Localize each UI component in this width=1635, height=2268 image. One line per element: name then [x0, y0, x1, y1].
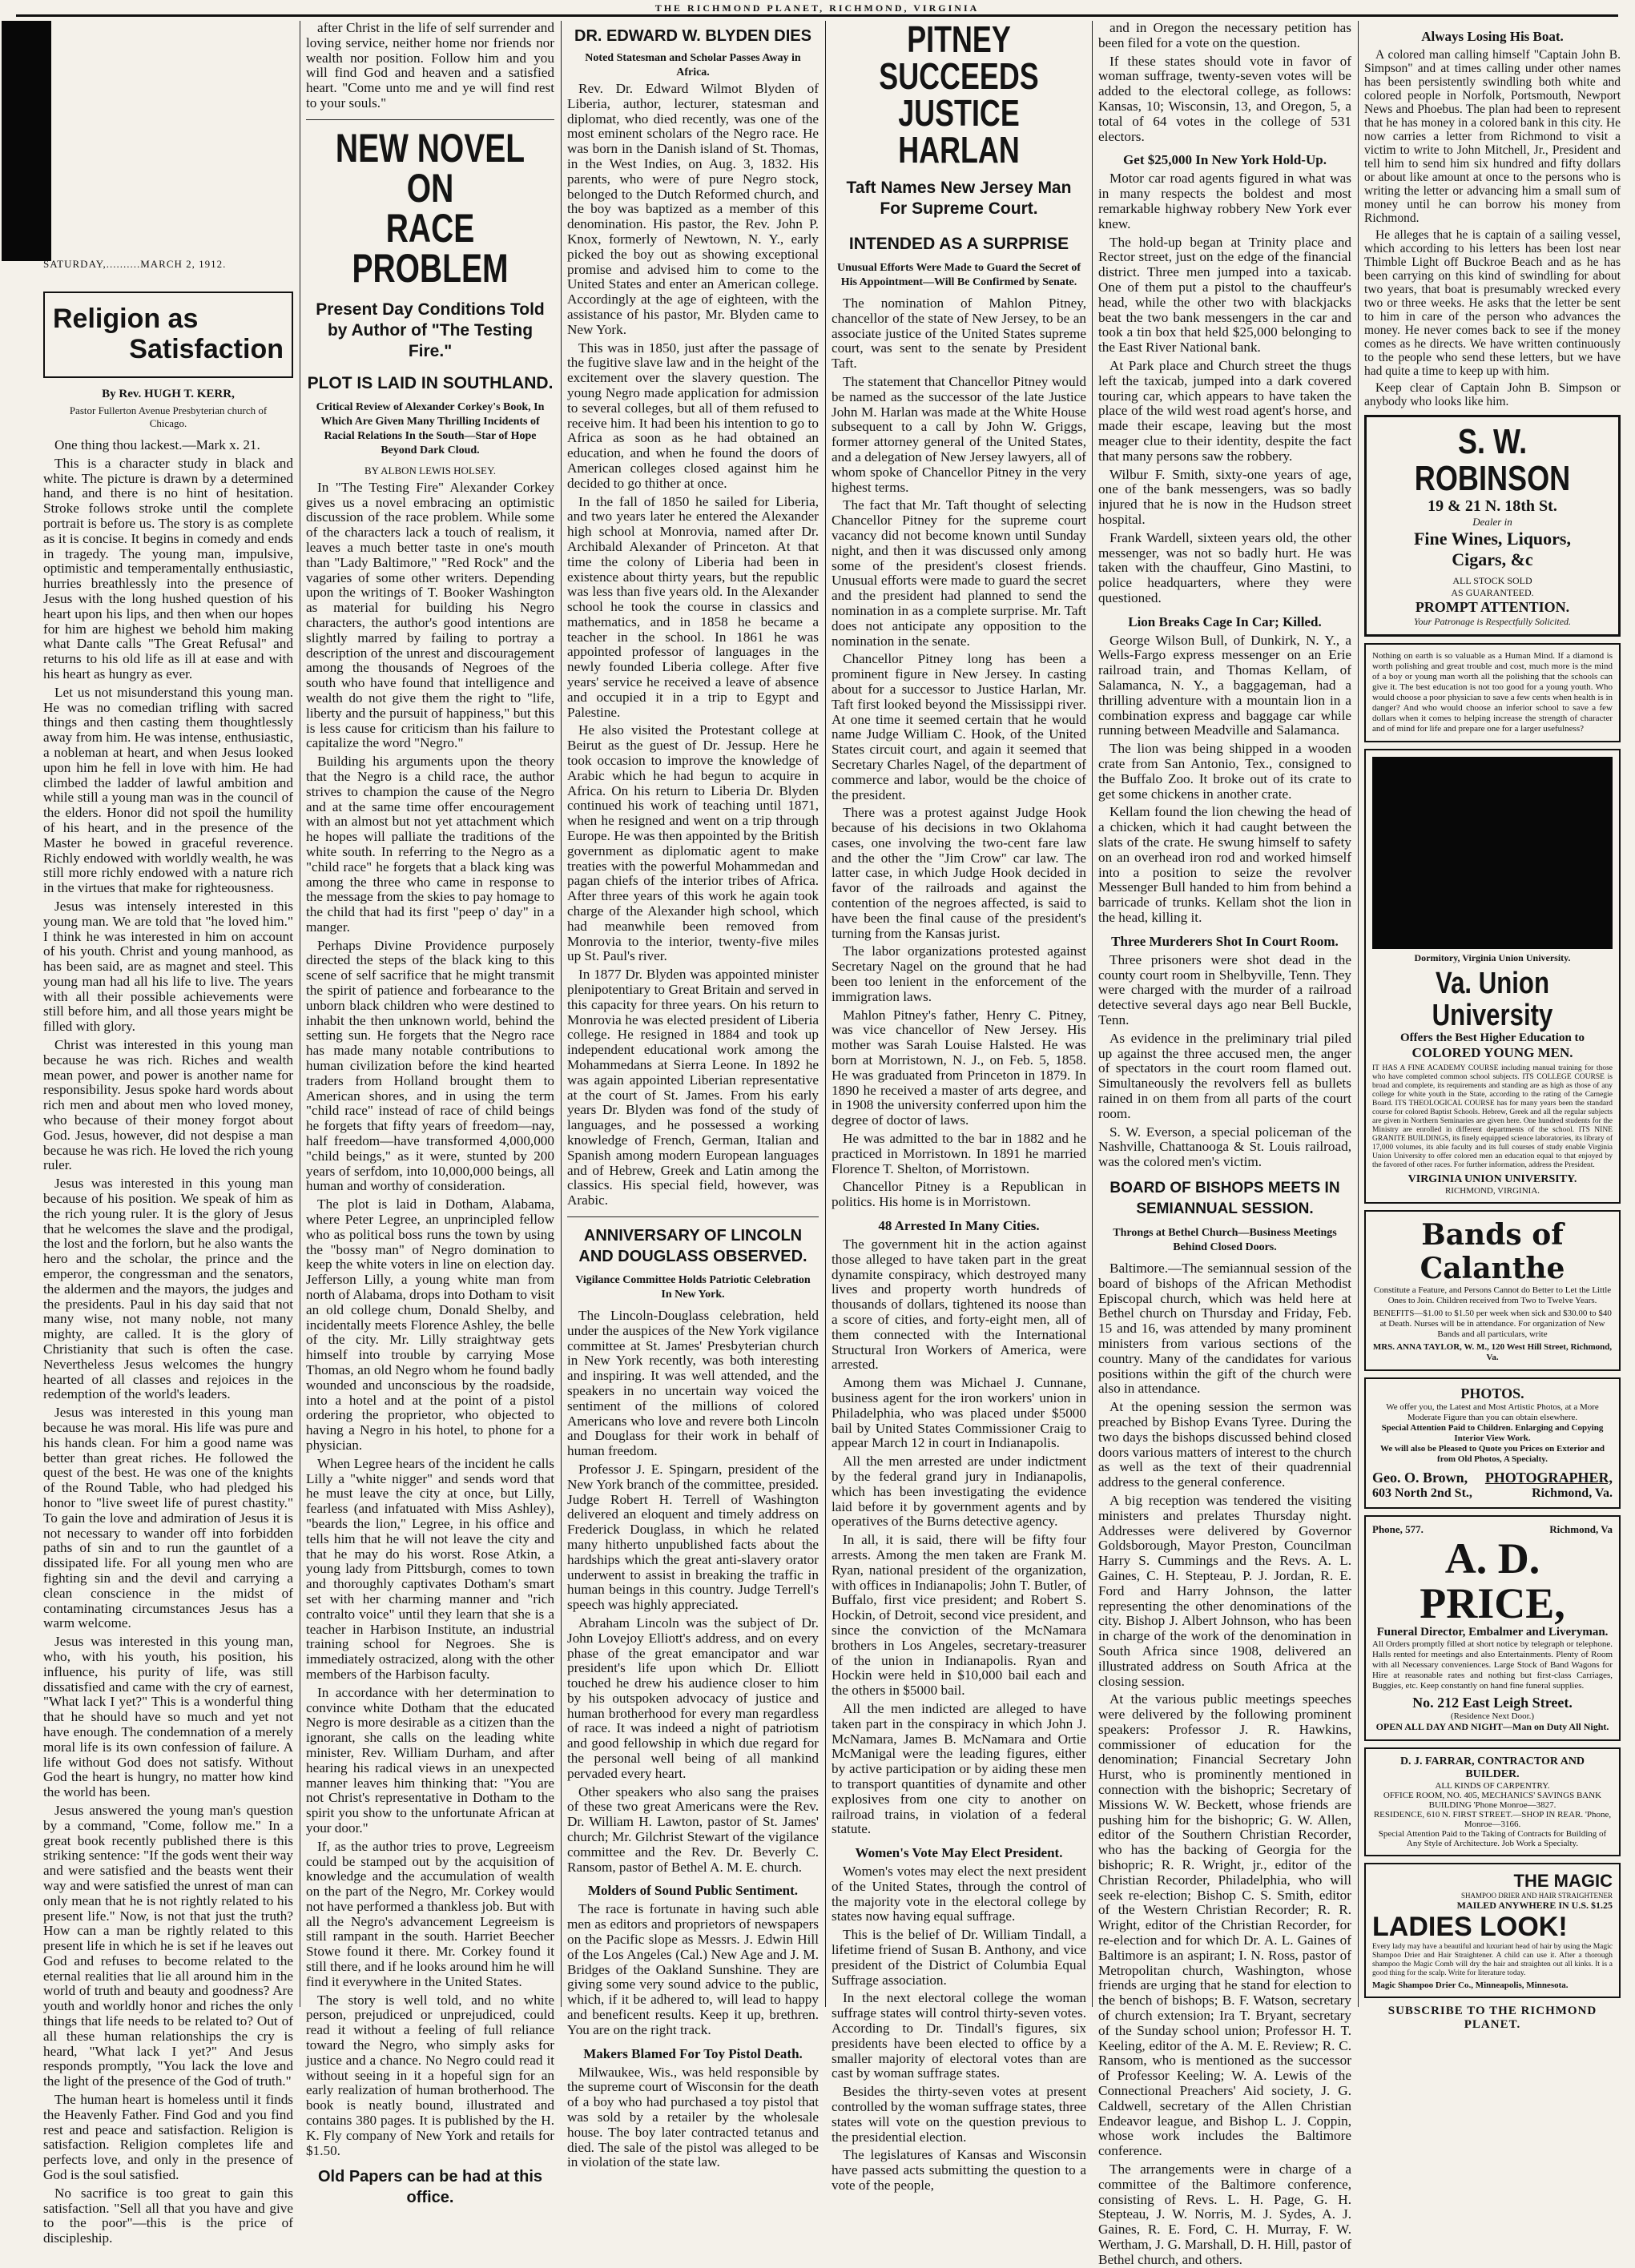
headline: Makers Blamed For Toy Pistol Death.	[583, 2045, 803, 2061]
paragraph: Three prisoners were shot dead in the county court room in Shelbyville, Tenn. They were charged with the murder of a railroad detective several days ago near Bell Buckle, Tenn.	[1098, 951, 1351, 1028]
religion-headline-box	[43, 292, 293, 378]
ad-text: Geo. O. Brown,	[1372, 1470, 1468, 1486]
paragraph: The lion was being shipped in a wooden crate from San Antonio, Tex., consigned to the Buffalo Zoo. It broke out of its crate to get some chickens in another crate.	[1098, 741, 1351, 802]
paragraph: The race is fortunate in having such able men as editors and proprietors of newspapers on the Pacific slope as Messrs. J. Edwin Hill of the Los Angeles (Cal.) New Age and J. M. Bridges of the Oakland Sunshine. They are giving some very sound advice to the public, which, if it be adhered to, will lead to happy and beneficent results. Keep it up, brethren. You are on the right track.	[567, 1901, 819, 2037]
paragraph: Jesus was interested in this young man because of his position. We speak of him as the rich young ruler. It is the glory of Jesus that he welcomes the slave and the prodigal, the lost and the forlorn, but he also wants the hero and the scholar, the prince and the emperor, the congressman and the senators, the aldermen and the mayors, the judges and the presidents. Paul in his day said that not many wise, not many noble, not many mighty, are called. It is the glory of Christianity that such is often the case. Nevertheless Jesus welcomes the hungry hearted of all classes and rejoices in the redemption of the world's leaders.	[43, 1176, 293, 1402]
paragraph: Other speakers who also sang the praises of these two great Americans were the Rev. Dr. William H. Lawton, pastor of St. James' church; Mr. Gilchrist Stewart of the vigilance committee and the Rev. Dr. Beverly C. Ransom, pastor of Bethel A. M. E. church.	[567, 1783, 819, 1875]
ad-text: Richmond, Va	[1549, 1523, 1613, 1535]
deck: INTENDED AS A SURPRISE	[848, 235, 1069, 253]
paragraph: If these states should vote in favor of woman suffrage, twenty-seven votes will be added to the electoral college, as follows: Kansas, 10; Wisconsin, 13, and Oregon, 5, a total of 64 votes in the college of 531 electors.	[1098, 53, 1351, 144]
paragraph: When Legree hears of the incident he calls Lilly a "white nigger" and sends word that he must leave the city at once, but Lilly, fearless (and infatuated with Miss Ashley), "beards the lion," Legree, in his office and tells him that he will not leave the city and that he may do his worst. Rose Atkin, a young lady from Pittsburgh, comes to town and thoroughly captivates Dotham's smart set with her charming manner and "rich contralto voice" until they learn that she is a teacher in Harbison Institute, an industrial training school for Negroes. She is immediately ostracized, along with the other members of the Harbison faculty.	[306, 1455, 554, 1682]
ad-text: Nothing on earth is so valuable as a Human Mind. If a diamond is worth polishing and great trouble and cost, much more is the mind of a boy or young man worth all the polishing that the schools can give it. The best education is not too good for a young youth. Who would choose a poor physician to save a few cents when health is in danger? And who would choose an inferior school to save a few dollars when it comes to helping increase the strength of character and of mind for life and prepare one for a larger usefulness?	[1372, 651, 1613, 734]
headline: Lion Breaks Cage In Car; Killed.	[1128, 613, 1322, 629]
paragraph: Jesus was interested in this young man because he was moral. His life was pure and his hands clean. For him a good name was better than great riches. He followed the quest of the best. He was one of the knights of the Round Table, who had pledged his honor to "live sweet life of purest chastity." To gain the love and admiration of Jesus it is not necessary to wander off into forbidden paths of sin and to run the gauntlet of a dissipated life. For all young men who are fighting sin and the devil and carrying a clean conscience in the midst of contaminating circumstances Jesus has a warm welcome.	[43, 1405, 293, 1631]
ad-text: Constitute a Feature, and Persons Cannot do Better to Let the Little Ones to Join. Children received from Two to Twelve Years.	[1373, 1285, 1612, 1305]
ad-text: Offers the Best Higher Education to	[1399, 1031, 1585, 1044]
paragraph: In the fall of 1850 he sailed for Liberia, and two years later he entered the Alexander high school at Monrovia, named after Dr. Archibald Alexander of Princeton. At that time the colony of Liberia had been in existence about thirty years, but the republic was less than five years old. In the Alexander school he took the course in classics and mathematics, and in 1858 he became a teacher in the school. In 1861 he was appointed professor of languages in the newly founded Liberia college. After five years' service he received a leave of absence and occupied it in a trip to Egypt and Palestine.	[567, 493, 819, 720]
paragraph: If, as the author tries to prove, Legreeism could be stamped out by the acquisition of knowledge and the accumulation of wealth on the part of the Negro, Mr. Corkey would not have performed a thankless job. But with all the Negro's advancement Legreeism is still rampant in the south. Harriet Beecher Stowe found it there. Mr. Corkey found it still there, and if he looks around him he will find it everywhere in the United States.	[306, 1838, 554, 1989]
paragraph: The Lincoln-Douglass celebration, held under the auspices of the New York vigilance committee at St. James' Presbyterian church in New York recently, was both interesting and inspiring. It was well attended, and the speakers in no uncertain way voiced the sentiment of the millions of colored Americans who love and revere both Lincoln and Douglass for their work in behalf of human freedom.	[567, 1307, 819, 1459]
deck: Throngs at Bethel Church—Business Meetings Behind Closed Doors.	[1113, 1226, 1337, 1253]
deck: Unusual Efforts Were Made to Guard the Secret of His Appointment—Will Be Confirmed by Senate.	[836, 262, 1081, 288]
paragraph: In "The Testing Fire" Alexander Corkey gives us a novel embracing an optimistic discussion of the race problem. While some of the characters lack a touch of realism, it leaves a much better taste in one's mouth than "Lady Baltimore," "Red Rock" and the vagaries of some other writers. Depending upon the writings of T. Booker Washington as material for building his Negro characters, the author's good intentions are slightly marred by failing to portray a description of the unrest and discouragement among the thousands of Negroes of the south who have found that intelligence and wealth do not give them the right to "life, liberty and the pursuit of happiness," but this is less cause for criticism than his failure to capitalize the word "Negro."	[306, 479, 554, 751]
paragraph: In the next electoral college the woman suffrage states will control thirty-seven votes. According to Dr. Tindall's figures, six presidents have been elected to office by a smaller majority of electoral votes than are cast by woman suffrage states.	[832, 1990, 1086, 2081]
ad-text: IT HAS A FINE ACADEMY COURSE including manual training for those who have completed common school subjects. ITS COLLEGE COURSE is broad and complete, its requirements and standing are as high as those of any college for white youth in the State, according to the rating of the Carnegie Board. ITS THEOLOGICAL COURSE has for many years been the standard course for colored Baptist Schools. Hebrew, Greek and all the regular subjects are given in Northern Seminaries are given here. One hundred students for the Ministry are enrolled in different departments of the school. ITS NINE GRANITE BUILDINGS, its finely equipped science laboratories, its library of 17,000 volumes, its able faculty and its full courses of study enable Virginia Union University to offer colored men an education equal to that enjoyed by the favored of other races. For further information, address the President.	[1372, 1064, 1613, 1169]
paragraph: No sacrifice is too great to gain this satisfaction. "Sell all that you have and give to the poor"—this is the price of discipleship.	[43, 2185, 293, 2246]
paragraph: George Wilson Bull, of Dunkirk, N. Y., a Wells-Fargo express messenger on an Erie railroad train, and Thomas Kellam, of Salamanca, N. Y., a baggageman, had a thrilling adventure with a mountain lion in a combination express and baggage car while running between Meadville and Salamanca.	[1098, 632, 1351, 738]
paragraph: He alleges that he is captain of a sailing vessel, which according to his letters has been lost near Thimble Light off Buckroe Beach and as he has been carrying on this kind of swindling for about two years, that boat is presumably wrecked every two or three weeks. He asks that the letter be sent to him in care of the person who advances the money. He never comes back to see if the money comes as he directs. We have written continuously to the people who send these letters, but we have had quite a time to keep up with him.	[1364, 228, 1621, 378]
column-rule	[1092, 21, 1093, 2007]
ad-signature	[1372, 1486, 1613, 1501]
paragraph: There was a protest against Judge Hook because of his decisions in two Oklahoma cases, one involving the two-cent fare law and the other the "Jim Crow" car law. The latter case, in which Judge Hook decided in favor of the railroads and against the contention of the negroes affected, is said to have been the final cause of the president's turning from the Kansas jurist.	[832, 805, 1086, 941]
paragraph: The hold-up began at Trinity place and Rector street, just on the edge of the financial district. Three men jumped into a taxicab. One of them put a pistol to the chauffeur's head, while the other two with blackjacks beat the two bank messengers in the car and took a tin box that held $25,000 belonging to the East River National bank.	[1098, 234, 1351, 356]
paragraph: Rev. Dr. Edward Wilmot Blyden of Liberia, author, lecturer, statesman and diplomat, who died recently, was one of the most eminent scholars of the Negro race. He was born in the Danish island of St. Thomas, in the West Indies, on Aug. 3, 1832. His parents, who were of pure Negro stock, belonged to the Dutch Reformed church, and the boy was baptized as a member of this denomination. His pastor, the Rev. John P. Knox, formerly of Newtown, N. Y., early picked the boy out as showing exceptional promise and advised him to come to the United States and enter an American college. Accordingly at the age of eighteen, with the assistance of his pastor, Mr. Blyden came to New York.	[567, 81, 819, 337]
paragraph: He was admitted to the bar in 1882 and he practiced in Morristown. In 1891 he married Florence T. Shelton, of Morristown.	[832, 1131, 1086, 1176]
ad-text: Special Attention Paid to Children. Enlarging and Copying Interior View Work.	[1381, 1423, 1604, 1443]
masthead-block	[43, 21, 293, 285]
ad-title: THE MAGIC	[1513, 1871, 1613, 1891]
paragraph: This was in 1850, just after the passage of the fugitive slave law and in the height of the excitement over the slavery question. The young Negro made application for admission to several colleges, but all of them refused to receive him. It had been his intention to go to Africa as soon as he had obtained an education, and when he found the doors of American colleges closed against him he decided to go thither at once.	[567, 340, 819, 491]
column-6	[1364, 21, 1621, 2031]
paragraph: The labor organizations protested against Secretary Nagel on the ground that he had been too lenient in the enforcement of the immigration laws.	[832, 943, 1086, 1004]
ad-text: Cigars, &c	[1452, 549, 1533, 569]
ad-title: Va. Union University	[1432, 967, 1553, 1032]
headline: DR. EDWARD W. BLYDEN DIES	[574, 27, 811, 45]
ad-headline: LADIES LOOK!	[1372, 1912, 1568, 1942]
ad-title: Bands of Calanthe	[1420, 1218, 1565, 1285]
headline: NEW NOVEL ON	[335, 125, 526, 211]
paragraph: and in Oregon the necessary petition has been filed for a vote on the question.	[1098, 20, 1351, 50]
masthead: THE RICHMOND PLANET, RICHMOND, VIRGINIA	[16, 3, 1618, 17]
paragraph: A big reception was tendered the visiting ministers and prelates Thursday night. Addresses were delivered by Governor Goldsborough, Mayor Preston, Councilman Harry S. Cummings and the Revs. A. L. Gaines, C. H. Stepteau, P. J. Jordan, R. E. Ford and Harry Johnson, the latter representing the other denominations of the city. Bishop J. Albert Johnson, who has been in charge of the work of the denomination in South Africa since 1908, delivered an illustrated address on South Africa at the closing session.	[1098, 1492, 1351, 1689]
paragraph: In accordance with her determination to convince white Dotham that the educated Negro is more desirable as a citizen than the ignorant, she calls on the leading white minister, Rev. William Durham, and after hearing his radical views in an unexpected manner leaves him thinking that: "You are not Christ's representative in Dotham to the spirit you show to the unfortunate African at your door."	[306, 1684, 554, 1836]
headline: Get $25,000 In New York Hold-Up.	[1123, 152, 1327, 168]
paragraph: Kellam found the lion chewing the head of a chicken, which it had caught between the slats of the crate. He swung himself to safety on an overhead iron rod and worked himself into a position to seize the revolver Messenger Bull handed to him from behind a barricade of trunks. Kellam shot the lion in the head, killing it.	[1098, 804, 1351, 926]
affiliation: Pastor Fullerton Avenue Presbyterian church of Chicago.	[69, 404, 268, 429]
ad-text: MRS. ANNA TAYLOR, W. M., 120 West Hill Street, Richmond, Va.	[1372, 1342, 1613, 1362]
byline: By Rev. HUGH T. KERR,	[102, 388, 235, 400]
paragraph: The human heart is homeless until it finds the Heavenly Father. Find God and you find rest and peace and satisfaction. Religion is satisfaction. Religion completes life and perfects love, and only in the presence of God is the soul satisfied.	[43, 2092, 293, 2183]
paragraph: Christ was interested in this young man because he was rich. Riches and wealth mean power, and power is another name for responsibility. Jesus spoke hard words about rich men and about men who loved money, who because of their money forgot about God. Jesus, however, did not despise a man because he was rich. He loved the rich young ruler.	[43, 1037, 293, 1173]
headline: JUSTICE HARLAN	[898, 92, 1020, 171]
divider	[567, 1216, 819, 1217]
paragraph: At the various public meetings speeches were delivered by the following prominent speakers: Professor J. R. Hawkins, commissioner of education for the denomination; Financial Secretary John Hurst, who is prominently mentioned in connection with the bishopric; Secretary of Missions W. W. Beckett, whose friends are pushing him for the bishopric; G. W. Allen, editor of the Southern Christian Recorder, who has the backing of Georgia for the bishopric; R. R. Wright, jr., editor of the Christian Recorder, Philadelphia, who will seek re-election; Bishop C. S. Smith, editor of the Western Christian Recorder; R. R. Wright, editor of the Christian Recorder, for re-election and for which Dr. A. L. Gaines of Baltimore is an aspirant; I. N. Ross, pastor of Metropolitan church, Washington, whose friends are urging that he stand for election to the bench of bishops; B. F. Watson, secretary of church extension; Ira T. Bryant, secretary of the Sunday school union; Professor H. T. Keeling, editor of the A. M. E. Review; R. C. Ransom, who is mentioned as the successor of Professor Keeling; W. A. Lewis of the Connectional Preachers' Aid society, J. G. Caldwell, secretary of the Allen Christian Endeavor league, and Bishop L. J. Coppin, whose work includes the Baltimore conference.	[1098, 1691, 1351, 2159]
footer-banner: SUBSCRIBE TO THE RICHMOND PLANET.	[1387, 2005, 1597, 2031]
photo-caption: Dormitory, Virginia Union University.	[1414, 952, 1571, 963]
column-3	[567, 21, 819, 2170]
paragraph: Jesus was interested in this young man, who, with his youth, his position, his influence, his purity of life, was still dissatisfied and came with the cry of earnest, "What lack I yet?" This is a wonderful thing that he should have so much and yet not have enough. The condemnation of a merely moral life is its own confession of failure. A life without God does not satisfy. Without God the heart is hungry, no matter how kind the world has been.	[43, 1634, 293, 1800]
page-damage	[2, 21, 51, 261]
column-2	[306, 20, 554, 2207]
headline: PITNEY SUCCEEDS	[879, 18, 1039, 97]
paragraph: In all, it is said, there will be fifty four arrests. Among the men taken are Frank M. Ryan, national president of the organization, with offices in Indianapolis; John T. Butler, of Buffalo, first vice president; and Robert S. Hockin, of Detroit, second vice president, and since the conviction of the McNamara brothers in Los Angeles, secretary-treasurer of the union in Indianapolis. Ryan and Hockin were held in $10,000 bail each and the others in $5000 bail.	[832, 1532, 1086, 1699]
headline: Molders of Sound Public Sentiment.	[587, 1883, 799, 1899]
paragraph: The plot is laid in Dotham, Alabama, where Peter Legree, an unprincipled fellow who as political boss runs the town by using the "bossy man" of Negro domination to keep the white voters in line on election day. Jefferson Lilly, a young white man from north of Alabama, drops into Dotham to visit an old college chum, Donald Shelby, and incidentally meets Florence Ashley, the belle of the city. Mr. Lilly straightway gets himself into trouble by carrying Mose Thomas, an old Negro whom he found badly wounded and unconscious by the roadside, into a hotel and at the point of a pistol ordering the proprietor, who objected to having a Negro in his hotel, to phone for a physician.	[306, 1196, 554, 1453]
paragraph: As evidence in the preliminary trial piled up against the three accused men, the anger of spectators in the court room flamed out. Simultaneously the revolvers fell as bullets rained in on them from all parts of the court room.	[1098, 1030, 1351, 1121]
ad-virginia-union	[1364, 749, 1621, 1204]
headline: Women's Vote May Elect President.	[855, 1845, 1063, 1861]
deck: Present Day Conditions Told by Author of "The Testing Fire."	[316, 300, 545, 360]
column-1	[43, 21, 294, 2246]
ad-text: Dealer in	[1472, 516, 1512, 528]
deck: Taft Names New Jersey Man For Supreme Court.	[846, 179, 1072, 218]
headline: Always Losing His Boat.	[1421, 29, 1564, 44]
ad-text: 603 North 2nd St.,	[1372, 1486, 1472, 1500]
paragraph: The legislatures of Kansas and Wisconsin have passed acts submitting the question to a vote of the people,	[832, 2147, 1086, 2194]
ad-text: VIRGINIA UNION UNIVERSITY.	[1407, 1173, 1577, 1185]
paragraph: Perhaps Divine Providence purposely directed the steps of the black king to this scene of self sacrifice that he might transmit the spirit of patience and forbearance to the unborn black children who were destined to inhabit the then unknown world, behind the setting sun. He forgets that the Negro race has made many notable contributions to human civilization before the kind hearted traders from Holland brought them to American shores, and in using the term "child race" instead of race of child beings he forgets that fifty years of freedom—nay, half freedom—have transformed 4,000,000 "child beings," as it were, stunted by 200 years of serfdom, into 10,000,000 beings, all human and worthy of consideration.	[306, 937, 554, 1194]
ad-text: ALL KINDS OF CARPENTRY.	[1435, 1781, 1550, 1791]
paragraph: Among them was Michael J. Cunnane, business agent for the iron workers' union in Philadelphia, who was placed under $5000 bail by United States Commissioner Craig to appear March 12 in court in Indianapolis.	[832, 1375, 1086, 1451]
ad-address: 19 & 21 N. 18th St.	[1428, 497, 1557, 515]
column-rule	[1358, 21, 1359, 2007]
ad-text: Richmond, Va.	[1532, 1486, 1613, 1500]
paragraph: The nomination of Mahlon Pitney, chancellor of the state of New Jersey, to be an associate justice of the United States supreme court, was sent to the senate by President Taft.	[832, 296, 1086, 372]
ad-text: (Residence Next Door.)	[1450, 1711, 1535, 1721]
paragraph: In 1877 Dr. Blyden was appointed minister plenipotentiary to Great Britain and served in this capacity for three years. On his return to Monrovia he was elected president of Liberia college. He resigned in 1884 and took up independent educational work among the Mohammedans at Sierra Leone. In 1892 he was again appointed Liberian representative at the court of St. James. From his early years Dr. Blyden was fond of the study of languages, and he possessed a working knowledge of French, German, Italian and Spanish among modern European languages and of Hebrew, Greek and Latin among the classics. His special field, however, was Arabic.	[567, 967, 819, 1208]
paragraph: Besides the thirty-seven votes at present controlled by the woman suffrage states, three states will vote on the question previous to the presidential election.	[832, 2084, 1086, 2145]
paragraph: Abraham Lincoln was the subject of Dr. John Lovejoy Elliott's address, and on every phase of the great emancipator and war president's life upon which Dr. Elliott touched he drew his audience closer to him by his outspoken advocacy of justice and human brotherhood for every man regardless of race. It was indeed a night of patriotism and good fellowship in which due regard for the personal well being of all mankind pervaded every heart.	[567, 1615, 819, 1781]
paragraph: after Christ in the life of self surrender and loving service, neither home nor friends nor wealth nor position. Follow him and you will find God and heaven and a satisfied heart. "Come unto me and ye will find rest to your souls."	[306, 20, 554, 111]
ad-text: Fine Wines, Liquors,	[1413, 529, 1571, 549]
headline: ANNIVERSARY OF LINCOLN AND DOUGLASS OBSERVED.	[578, 1226, 807, 1265]
ad-text: RICHMOND, VIRGINIA.	[1444, 1186, 1540, 1196]
byline: BY ALBON LEWIS HOLSEY.	[364, 464, 496, 477]
deck: Noted Statesman and Scholar Passes Away in Africa.	[585, 52, 801, 78]
headline: 48 Arrested In Many Cities.	[878, 1218, 1040, 1234]
ad-text: ALL STOCK SOLD	[1452, 575, 1532, 586]
column-4	[832, 18, 1086, 2194]
ad-text: OPEN ALL DAY AND NIGHT—Man on Duty All Night.	[1375, 1721, 1609, 1732]
paragraph: All the men indicted are alleged to have taken part in the conspiracy in which John J. McNamara, James B. McNamara and Ortie McManigal were the leading figures, either by active participation or by aiding these men to transport quantities of dynamite and other explosives from one city to another on railroad trains, in violation of a federal statute.	[832, 1700, 1086, 1837]
paragraph: The arrangements were in charge of a committee of the Baltimore conference, consisting of Revs. L. H. Page, G. H. Stepteau, J. W. Norris, M. J. Sydes, A. J. Gaines, R. E. Ford, C. H. Murray, F. W. Wertham, J. G. Marshall, D. H. Hill, pastor of Bethel church, and others.	[1098, 2161, 1351, 2267]
paragraph: Chancellor Pitney is a Republican in politics. His home is in Morristown.	[832, 1179, 1086, 1210]
ad-signature	[1372, 1470, 1613, 1486]
paragraph: The story is well told, and no white person, prejudiced or unprejudiced, could read it without a feeling of full reliance toward the Negro, who simply asks for justice and a chance. No Negro could read it without seeing in it a hopeful sign for an early realization of human brotherhood. The book is neatly bound, illustrated and contains 380 pages. It is published by the H. K. Fly company of New York and retails for $1.50.	[306, 1992, 554, 2158]
paragraph: Frank Wardell, sixteen years old, the other messenger, was not so badly hurt. He was taken with the chauffeur, Gino Mastini, to police headquarters, where they were questioned.	[1098, 529, 1351, 605]
paragraph: The statement that Chancellor Pitney would be named as the successor of the late Justice John M. Harlan was made at the White House subsequent to a call by John W. Griggs, former attorney general of the United States, and a delegation of New Jersey lawyers, all of whom spoke of Chancellor Pitney in the very highest terms.	[832, 373, 1086, 495]
ad-photos	[1364, 1377, 1621, 1509]
paragraph: Let us not misunderstand this young man. He was no comedian trifling with sacred things and then casting them thoughtlessly away from him. He was intense, enthusiastic, a nobleman at heart, and when Jesus looked upon him he fell in love with him. He had climbed the ladder of lawful ambition and while still a young man was in the council of the elders. Honor did not spoil the humility of his heart, and in the presence of the Master he bowed in graceful reverence. Richly endowed with worldly wealth, he was still more richly endowed with a nature rich in the virtues that make for righteousness.	[43, 684, 293, 896]
paragraph: At the opening session the sermon was preached by Bishop Evans Tyree. During the two days the bishops discussed behind closed doors various matters of interest to the church as well as the text of their quadrennial address to the general conference.	[1098, 1399, 1351, 1490]
ad-text: PHOTOGRAPHER,	[1484, 1470, 1613, 1486]
paragraph: At Park place and Church street the thugs left the taxicab, jumped into a dark covered touring car, which appears to have taken the place of the wild west road agent's horse, and made their escape, leaving but the most meager clue to their identity, despite the fact that many persons saw the robbery.	[1098, 357, 1351, 464]
dormitory-photo	[1372, 757, 1613, 949]
headline: Religion as	[53, 304, 199, 334]
paragraph: He also visited the Protestant college at Beirut as the guest of Dr. Jessup. Here he took occasion to improve the knowledge of Arabic which he had begun to acquire in Africa. On his return to Liberia Dr. Blyden continued his work of teaching until 1871, when he resigned and went on a trip through Europe. He was then appointed by the British government as diplomatic agent to make treaties with the powerful Mohammedan and pagan chiefs of the interior tribes of Africa. After three years of this work he again took charge of the Alexander high school, which had meanwhile been removed from Monrovia to the interior, twenty-five miles up St. Paul's river.	[567, 722, 819, 964]
ad-header-row	[1372, 1871, 1613, 1892]
ad-text: All Orders promptly filled at short notice by telegraph or telephone. Halls rented for meetings and also Entertainments. Plenty of Room with all Necessary conveniences. Large Stock of Band Wagons for Hire at reasonable rates and nothing but first-class Carriages, Buggies, etc. Keep constantly on hand fine funeral supplies.	[1372, 1639, 1613, 1691]
ad-text: AS GUARANTEED.	[1451, 587, 1534, 598]
column-rule	[825, 21, 826, 2007]
ad-text: Funeral Director, Embalmer and Liveryman.	[1376, 1626, 1609, 1639]
headline: BOARD OF BISHOPS MEETS IN SEMIANNUAL SESSION.	[1109, 1179, 1340, 1217]
ad-text: Your Patronage is Respectfully Solicited.	[1413, 616, 1572, 627]
ad-text: We will also be Pleased to Quote you Prices on Exterior and from Old Photos, A Specialty.	[1380, 1444, 1605, 1464]
ad-robinson	[1364, 415, 1621, 637]
paragraph: Women's votes may elect the next president of the United States, through the control of the majority vote in the electoral college by states now having equal suffrage.	[832, 1864, 1086, 1924]
ad-text: Special Attention Paid to the Taking of Contracts for Building of Any Style of Architecture. Job Work a Specialty.	[1378, 1829, 1607, 1848]
ad-price	[1364, 1515, 1621, 1741]
ad-title: A. D. PRICE,	[1420, 1534, 1565, 1627]
paragraph: Motor car road agents figured in what was in many respects the boldest and most remarkable highway robbery New York ever knew.	[1098, 171, 1351, 231]
paragraph: A colored man calling himself "Captain John B. Simpson" and at times calling under other names has been persistently swindling both white and colored people in Norfolk, Portsmouth, Newport News and Phoebus. The plan had been to represent that he has money in a colored bank in this city. He now carries a letter from Richmond to visit a victim to write to John Mitchell, Jr., President and tell him to send him six hundred and fifty dollars or about like amount at once to the persons who is writing the letter or advancing him a small sum of money until he can borrow his money from Richmond.	[1364, 48, 1621, 225]
paragraph: Milwaukee, Wis., was held responsible by the supreme court of Wisconsin for the death of a boy who had purchased a toy pistol that was sold by a retailer by the wholesale house. The boy later contracted tetanus and died. The sale of the pistol was alleged to be in violation of the state law.	[567, 2064, 819, 2170]
ad-text: No. 212 East Leigh Street.	[1412, 1695, 1573, 1711]
ad-education	[1364, 643, 1621, 742]
paragraph: Keep clear of Captain John B. Simpson or anybody who looks like him.	[1364, 381, 1621, 408]
paragraph: This is the belief of Dr. William Tindall, a lifetime friend of Susan B. Anthony, and vice president of the District of Columbia Equal Suffrage association.	[832, 1927, 1086, 1988]
ad-text: COLORED YOUNG MEN.	[1411, 1045, 1573, 1060]
column-5	[1098, 20, 1351, 2267]
headline: Three Murderers Shot In Court Room.	[1111, 933, 1339, 949]
paragraph: Professor J. E. Spingarn, president of the New York branch of the committee, presided. Judge Robert H. Terrell of Washington delivered an eloquent and timely address on Frederick Douglass, in which he related many hitherto unpublished facts about the hardships which the great anti-slavery orator underwent to assist in breaking the traffic in human beings in this country. Judge Terrell's speech was highly appreciated.	[567, 1461, 819, 1613]
ad-text: RESIDENCE, 610 N. FIRST STREET.—SHOP IN REAR. 'Phone, Monroe—3166.	[1373, 1810, 1612, 1829]
column-rule	[561, 21, 562, 2007]
ad-magic	[1364, 1863, 1621, 1998]
paragraph: The fact that Mr. Taft thought of selecting Chancellor Pitney for the supreme court vacancy did not become known until Sunday night, and then it was discussed only among some of the president's closest friends. Unusual efforts were made to guard the secret and the president had planned to send the nomination in as a complete surprise. Mr. Taft does not anticipate any opposition to the nomination in the senate.	[832, 497, 1086, 649]
ad-text: BENEFITS—$1.00 to $1.50 per week when sick and $30.00 to $40 at Death. Nurses will be in attendance. For organization of New Bands and all particulars, write	[1373, 1309, 1612, 1339]
dateline: SATURDAY,..........MARCH 2, 1912.	[43, 258, 227, 270]
headline: Satisfaction	[129, 334, 284, 364]
paragraph: Wilbur F. Smith, sixty-one years of age, one of the bank messengers, was so badly injured that he is now in the Hudson street hospital.	[1098, 466, 1351, 527]
ad-title: D. J. FARRAR, CONTRACTOR AND BUILDER.	[1399, 1755, 1585, 1780]
footer-notice: Old Papers can be had at this office.	[317, 2168, 543, 2207]
scripture: One thing thou lackest.—Mark x. 21.	[54, 437, 260, 452]
headline: RACE PROBLEM	[352, 205, 509, 291]
ad-farrar	[1364, 1747, 1621, 1856]
ad-text: Phone, 577.	[1372, 1523, 1424, 1535]
ad-text: SHAMPOO DRIER AND HAIR STRAIGHTENER	[1460, 1892, 1613, 1900]
ad-title: PHOTOS.	[1460, 1385, 1524, 1401]
summary: Critical Review of Alexander Corkey's Book, In Which Are Given Many Thrilling Incidents of Racial Relations In the South—Star of Hope Beyond Dark Cloud.	[316, 400, 545, 456]
ad-text: PROMPT ATTENTION.	[1415, 599, 1570, 615]
paragraph: Chancellor Pitney long has been a prominent figure in New Jersey. In casting about for a successor to Justice Harlan, Mr. Taft first looked beyond the Mississippi river. At one time it seemed certain that he would name Judge William C. Hook, of the United States circuit court, and again it seemed that Secretary Charles Nagel, of the department of commerce and labor, would be the choice of the president.	[832, 651, 1086, 802]
divider	[306, 119, 554, 120]
deck: PLOT IS LAID IN SOUTHLAND.	[307, 373, 554, 392]
paragraph: Mahlon Pitney's father, Henry C. Pitney, was vice chancellor of New Jersey. His mother was Sarah Louise Halsted. He was born at Morristown, N. J., on Feb. 5, 1858. He was graduated from Princeton in 1879. In 1890 he received a master of arts degree, and in 1908 the university conferred upon him the degree of doctor of laws.	[832, 1007, 1086, 1128]
paragraph: Jesus was intensely interested in this young man. We are told that "he loved him." I think he was interested in him on account of his youth. Christ and young manhood, as has been said, are as magnet and steel. This young man had all his life to live. The years with all their possible achievements were still before him, and all those years might be filled with glory.	[43, 898, 293, 1035]
paragraph: S. W. Everson, a special policeman of the Nashville, Chattanooga & St. Louis railroad, was the colored men's victim.	[1098, 1124, 1351, 1170]
deck: Vigilance Committee Holds Patriotic Celebration In New York.	[575, 1273, 811, 1301]
ad-text: MAILED ANYWHERE IN U.S. $1.25	[1456, 1900, 1613, 1911]
paragraph: Building his arguments upon the theory that the Negro is a child race, the author strives to champion the cause of the Negro and at the same time offer encouragement with an almost but not yet attachment which he hopes will palliate the traditions of the white south. In referring to the Negro as a "child race" he forgets that a black king was among the three who came in response to the message from the skies to pay homage to the child that had its first "peep o' day" in a manger.	[306, 754, 554, 935]
paragraph: All the men arrested are under indictment by the federal grand jury in Indianapolis, which has been investigating the evidence laid before it by government agents and by operatives of the Burns detective agency.	[832, 1454, 1086, 1530]
ad-text: OFFICE ROOM, NO. 405, MECHANICS' SAVINGS BANK BUILDING 'Phone Monroe—3827.	[1383, 1791, 1602, 1810]
ad-text: Every lady may have a beautiful and luxuriant head of hair by using the Magic Shampoo Drier and Hair Straightener. A child can use it. After a thorough shampoo the Magic Comb will dry the hair and straighten out all kinks. It is a good thing for the scalp. Write for literature today.	[1372, 1943, 1613, 1977]
paragraph: This is a character study in black and white. The picture is drawn by a determined hand, and there is no hint of hesitation. Stroke follows stroke until the complete portrait is before us. The story is as complete as it is concise. It begins in comedy and ends in tragedy. The young man, impulsive, optimistic and temperamentally enthusiastic, hurries breathlessly into the presence of Jesus with the long hushed question of his heart upon his lips, and then when our hopes for him are highest we behold him making what Dante calls "The Great Refusal" and returns to his old life as ill at ease and with his heart as hungry as ever.	[43, 455, 293, 682]
paragraph: Baltimore.—The semiannual session of the board of bishops of the African Methodist Episcopal church, which was held here at Bethel church on Thursday and Friday, Feb. 15 and 16, was attended by many prominent ministers from various sections of the country. Many of the candidates for various positions within the gift of the church were also in attendance.	[1098, 1260, 1351, 1397]
ad-calanthe	[1364, 1210, 1621, 1371]
paragraph: The government hit in the action against those alleged to have taken part in the great dynamite conspiracy, which destroyed many lives and property worth hundreds of thousands of dollars, tightened its noose than a score of cities, and forty-eight men, all of them connected with the International Structural Iron Workers of America, were arrested.	[832, 1237, 1086, 1373]
paragraph: Jesus answered the young man's question by a command, "Come, follow me." In a great book recently published there is this striking sentence: "If the gods went their way and were satisfied and the beasts went their way and were satisfied the unrest of man can only mean that he is not rightly related to his present life." Now, is not that just the truth? How can a man be rightly related to this present life in which he is set if he leaves out God and refuses to become related to the eternal realities that lie all around him in the world of truth and beauty and goodness? Are youth and worldly honor and riches the only things that life needs to be related to? Out of all these human relationships the cry is heard, "What lack I yet?" And Jesus responds promptly, "You lack the love and the light of the presence of the God of truth."	[43, 1802, 294, 2089]
ad-title: S. W. ROBINSON	[1414, 422, 1571, 498]
ad-text: We offer you, the Latest and Most Artistic Photos, at a More Moderate Figure than you can obtain elsewhere.	[1386, 1402, 1599, 1422]
ad-text: Magic Shampoo Drier Co., Minneapolis, Minnesota.	[1372, 1980, 1569, 1990]
